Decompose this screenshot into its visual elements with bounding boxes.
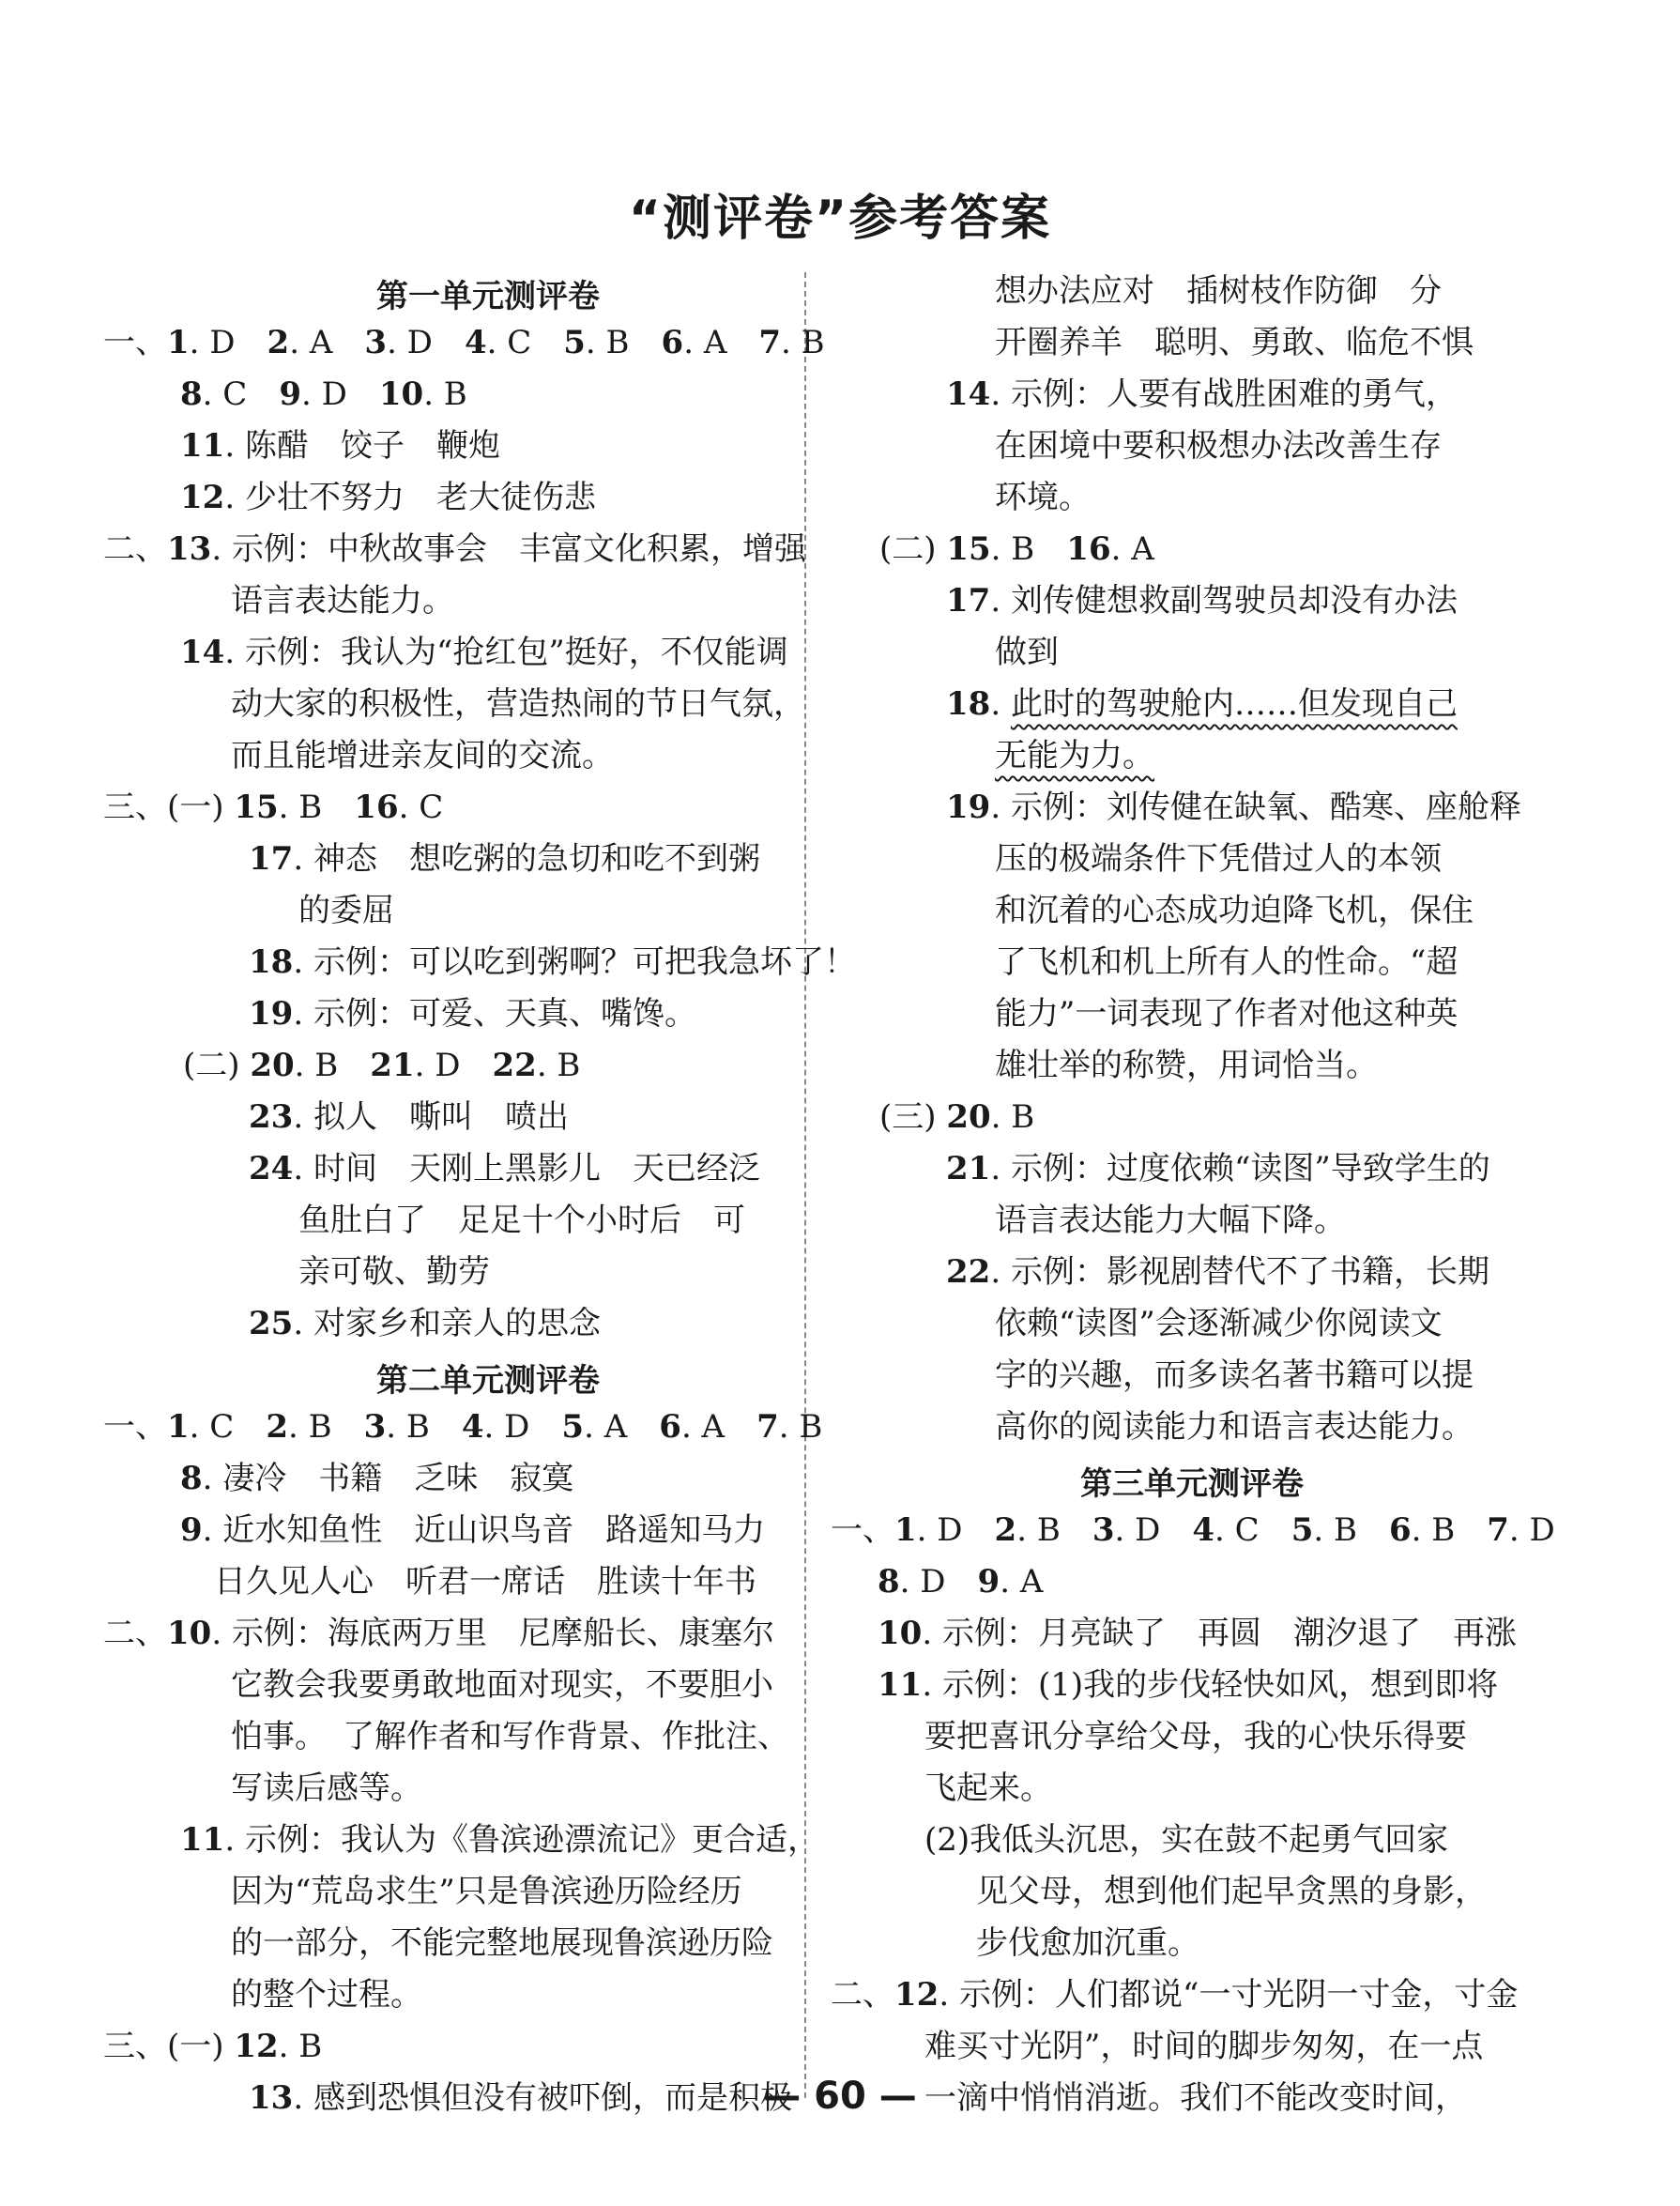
answer-line: (二) 20. B 21. D 22. B bbox=[183, 1047, 581, 1084]
section-heading-unit1: 第一单元测评卷 bbox=[376, 278, 600, 315]
answer-line: 语言表达能力大幅下降。 bbox=[995, 1202, 1346, 1239]
answer-line: 8. C 9. D 10. B bbox=[180, 375, 467, 413]
answer-line: 语言表达能力。 bbox=[231, 582, 454, 620]
answer-line: 二、10. 示例：海底两万里 尼摩船长、康塞尔 bbox=[103, 1615, 774, 1652]
answer-line: 19. 示例：可爱、天真、嘴馋。 bbox=[249, 995, 696, 1033]
answer-line: 8. 凄冷 书籍 乏味 寂寞 bbox=[180, 1460, 574, 1497]
answer-line: 11. 示例：我认为《鲁滨逊漂流记》更合适， bbox=[180, 1821, 819, 1859]
answer-line: 10. 示例：月亮缺了 再圆 潮汐退了 再涨 bbox=[878, 1615, 1517, 1652]
answer-line: 24. 时间 天刚上黑影儿 天已经泛 bbox=[249, 1150, 760, 1187]
answer-line: 的一部分，不能完整地展现鲁滨逊历险 bbox=[231, 1924, 773, 1962]
answer-line: 见父母，想到他们起早贪黑的身影， bbox=[976, 1873, 1487, 1910]
answer-line: 了飞机和机上所有人的性命。“超 bbox=[995, 943, 1459, 981]
answer-line: 一、1. C 2. B 3. B 4. D 5. A 6. A 7. B bbox=[103, 1408, 823, 1446]
answer-line: 三、(一) 15. B 16. C bbox=[103, 789, 444, 826]
answer-line: 飞起来。 bbox=[924, 1769, 1052, 1807]
answer-line: 能力”一词表现了作者对他这种英 bbox=[995, 995, 1459, 1033]
answer-line: 23. 拟人 嘶叫 喷出 bbox=[249, 1098, 569, 1136]
answer-line: 难买寸光阴”，时间的脚步匆匆，在一点 bbox=[924, 2028, 1484, 2065]
answer-line: 19. 示例：刘传健在缺氧、酷寒、座舱释 bbox=[946, 789, 1521, 826]
answer-line: 一滴中悄悄消逝。我们不能改变时间， bbox=[924, 2079, 1467, 2117]
answer-line: 因为“荒岛求生”只是鲁滨逊历险经历 bbox=[231, 1873, 742, 1910]
answer-line: 在困境中要积极想办法改善生存 bbox=[995, 427, 1442, 465]
answer-line: 一、1. D 2. B 3. D 4. C 5. B 6. B 7. D bbox=[831, 1511, 1555, 1549]
answer-line: 要把喜讯分享给父母，我的心快乐得要 bbox=[924, 1718, 1467, 1755]
answer-line: 14. 示例：我认为“抢红包”挺好，不仅能调 bbox=[180, 634, 788, 671]
answer-line: 写读后感等。 bbox=[231, 1769, 422, 1807]
answer-line: 一、1. D 2. A 3. D 4. C 5. B 6. A 7. B bbox=[103, 324, 825, 361]
answer-line: 动大家的积极性，营造热闹的节日气氛， bbox=[231, 685, 805, 723]
section-heading-unit3: 第三单元测评卷 bbox=[1080, 1465, 1304, 1503]
answer-line: 17. 神态 想吃粥的急切和吃不到粥 bbox=[249, 840, 760, 878]
answer-line: 压的极端条件下凭借过人的本领 bbox=[995, 840, 1442, 878]
answer-line: 11. 陈醋 饺子 鞭炮 bbox=[180, 427, 500, 465]
answer-line: 而且能增进亲友间的交流。 bbox=[231, 737, 614, 774]
page-number: — 60 — bbox=[763, 2075, 917, 2118]
answer-line: 18. 此时的驾驶舱内……但发现自己 bbox=[946, 685, 1458, 723]
answer-line: 怕事。 了解作者和写作背景、作批注、 bbox=[231, 1718, 789, 1755]
answer-line: 雄壮举的称赞，用词恰当。 bbox=[995, 1047, 1378, 1084]
answer-line: 18. 示例：可以吃到粥啊？可把我急坏了！ bbox=[249, 943, 856, 981]
answer-line: 鱼肚白了 足足十个小时后 可 bbox=[298, 1202, 745, 1239]
answer-line: 无能为力。 bbox=[995, 737, 1154, 774]
section-heading-unit2: 第二单元测评卷 bbox=[376, 1362, 600, 1400]
answer-line: (2)我低头沉思，实在鼓不起勇气回家 bbox=[924, 1821, 1449, 1859]
answer-line: 二、13. 示例：中秋故事会 丰富文化积累，增强 bbox=[103, 530, 806, 568]
answer-line: 依赖“读图”会逐渐减少你阅读文 bbox=[995, 1305, 1443, 1342]
answer-line: 11. 示例：(1)我的步伐轻快如风，想到即将 bbox=[878, 1666, 1499, 1704]
answer-line: 12. 少壮不努力 老大徒伤悲 bbox=[180, 479, 596, 516]
answer-line: 14. 示例：人要有战胜困难的勇气， bbox=[946, 375, 1458, 413]
answer-line: 日久见人心 听君一席话 胜读十年书 bbox=[214, 1563, 756, 1601]
answer-line: 和沉着的心态成功迫降飞机，保住 bbox=[995, 892, 1474, 929]
answer-line: 二、12. 示例：人们都说“一寸光阴一寸金，寸金 bbox=[831, 1976, 1519, 2014]
answer-line: 的委屈 bbox=[298, 892, 394, 929]
answer-line: 的整个过程。 bbox=[231, 1976, 422, 2014]
answer-line: 环境。 bbox=[995, 479, 1091, 516]
answer-line: 开圈养羊 聪明、勇敢、临危不惧 bbox=[995, 324, 1474, 361]
answer-line: 字的兴趣，而多读名著书籍可以提 bbox=[995, 1356, 1474, 1394]
answer-line: 22. 示例：影视剧替代不了书籍，长期 bbox=[946, 1253, 1489, 1291]
answer-line: 做到 bbox=[995, 634, 1059, 671]
page-title: “测评卷”参考答案 bbox=[628, 191, 1052, 247]
answer-line: 它教会我要勇敢地面对现实，不要胆小 bbox=[231, 1666, 773, 1704]
answer-line: 步伐愈加沉重。 bbox=[976, 1924, 1199, 1962]
answer-line: 想办法应对 插树枝作防御 分 bbox=[995, 272, 1442, 310]
answer-line: 13. 感到恐惧但没有被吓倒，而是积极 bbox=[249, 2079, 792, 2117]
answer-line: 三、(一) 12. B bbox=[103, 2028, 323, 2065]
answer-line: (三) 20. B bbox=[879, 1098, 1035, 1136]
answer-line: 21. 示例：过度依赖“读图”导致学生的 bbox=[946, 1150, 1490, 1187]
answer-line: 8. D 9. A bbox=[878, 1563, 1044, 1601]
answer-line: 高你的阅读能力和语言表达能力。 bbox=[995, 1408, 1474, 1446]
answer-line: 9. 近水知鱼性 近山识鸟音 路遥知马力 bbox=[180, 1511, 766, 1549]
answer-line: (二) 15. B 16. A bbox=[879, 530, 1154, 568]
answer-line: 亲可敬、勤劳 bbox=[298, 1253, 490, 1291]
answer-line: 25. 对家乡和亲人的思念 bbox=[249, 1305, 601, 1342]
answer-line: 17. 刘传健想救副驾驶员却没有办法 bbox=[946, 582, 1458, 620]
